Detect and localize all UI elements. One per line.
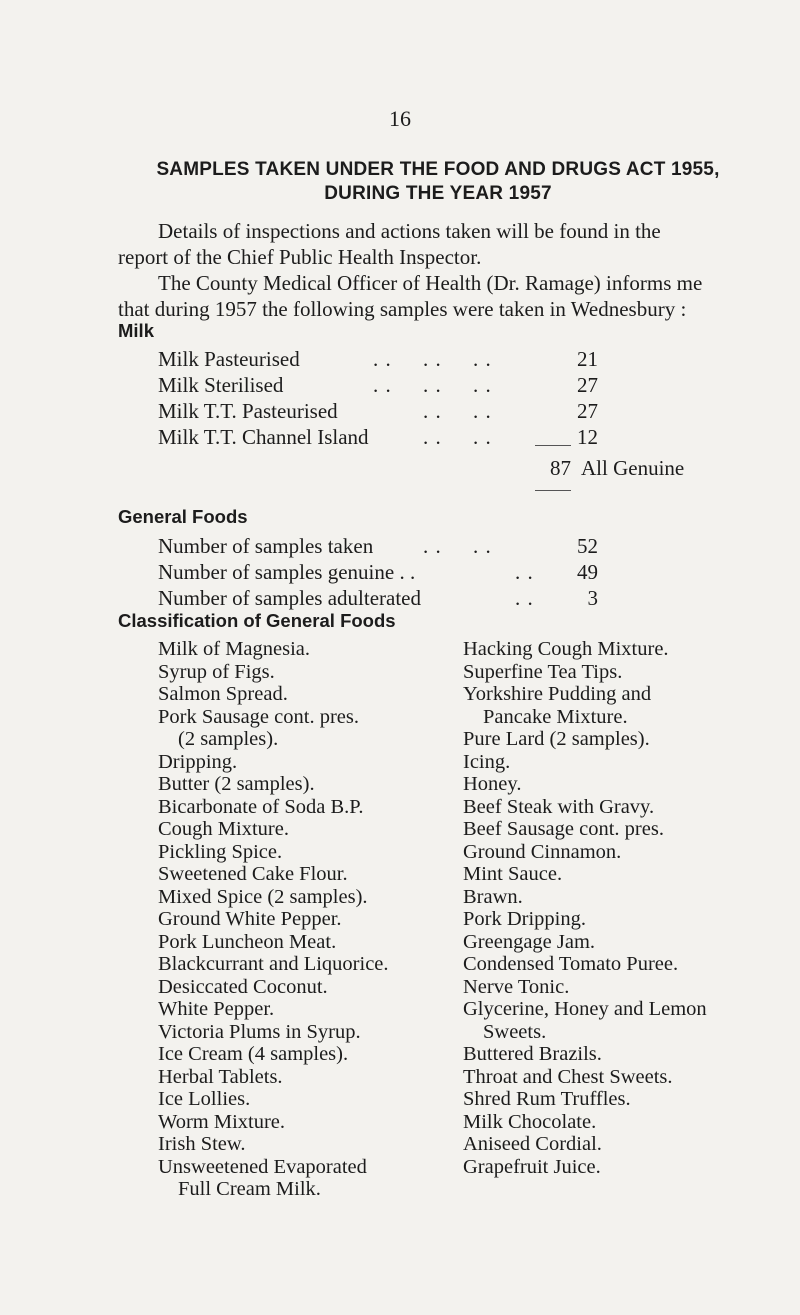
- milk-row: [158, 347, 658, 373]
- classification-left-column: [158, 638, 389, 1201]
- food-item: Superfine Tea Tips.: [463, 660, 623, 683]
- milk-total-note: All Genuine: [581, 456, 685, 480]
- food-item: Milk of Magnesia.: [158, 638, 311, 660]
- food-item: Nerve Tonic.: [463, 975, 570, 998]
- general-foods-row: [158, 560, 658, 586]
- food-item: Greengage Jam.: [463, 930, 596, 953]
- food-item: Butter (2 samples).: [158, 773, 315, 795]
- food-item: Glycerine, Honey and Lemon: [463, 998, 707, 1020]
- general-foods-label: Number of samples taken: [158, 534, 374, 558]
- milk-row-label: Milk T.T. Pasteurised: [158, 399, 338, 423]
- food-item: Victoria Plums in Syrup.: [158, 1020, 361, 1043]
- intro-paragraph-1-line-2: report of the Chief Public Health Inspector.: [118, 245, 482, 269]
- food-item: Worm Mixture.: [158, 1110, 286, 1133]
- leader-dots: . .: [515, 586, 534, 610]
- milk-total-count: 87: [550, 456, 571, 480]
- food-item: Pork Dripping.: [463, 908, 586, 930]
- food-item: Sweetened Cake Flour.: [158, 863, 348, 885]
- food-item: Pork Sausage cont. pres.: [158, 705, 359, 728]
- food-item: Aniseed Cordial.: [463, 1133, 602, 1155]
- total-rule-bottom: [535, 490, 571, 491]
- food-item: Buttered Brazils.: [463, 1043, 602, 1065]
- intro-paragraph-2-line-2: that during 1957 the following samples were taken in Wednesbury :: [118, 297, 687, 321]
- food-item: Dripping.: [158, 750, 238, 773]
- page-number: 16: [389, 106, 411, 131]
- food-item: Ice Lollies.: [158, 1088, 251, 1110]
- food-item: Irish Stew.: [158, 1133, 246, 1155]
- general-foods-row: [158, 586, 658, 612]
- leader-dots: . . . . . .: [373, 347, 492, 371]
- report-title-line-1: SAMPLES TAKEN UNDER THE FOOD AND DRUGS ACT 1955,: [156, 159, 720, 180]
- food-item: Beef Steak with Gravy.: [463, 795, 655, 818]
- food-item: Syrup of Figs.: [158, 660, 275, 683]
- food-item: Unsweetened Evaporated: [158, 1155, 367, 1178]
- food-item: Pork Luncheon Meat.: [158, 930, 337, 953]
- food-item: Shred Rum Truffles.: [463, 1088, 631, 1110]
- food-item: Cough Mixture.: [158, 818, 289, 840]
- food-item: Brawn.: [463, 885, 523, 908]
- leader-dots: . . . .: [423, 399, 492, 423]
- food-item: Mint Sauce.: [463, 863, 563, 885]
- food-item: White Pepper.: [158, 998, 275, 1020]
- food-item: Ice Cream (4 samples).: [158, 1043, 349, 1065]
- food-item: Bicarbonate of Soda B.P.: [158, 795, 364, 818]
- food-item: Milk Chocolate.: [463, 1110, 597, 1133]
- food-item: Desiccated Coconut.: [158, 975, 328, 998]
- food-item: Honey.: [463, 773, 522, 795]
- milk-row: [158, 399, 658, 425]
- milk-row-label: Milk Pasteurised: [158, 347, 300, 371]
- classification-title: Classification of General Foods: [118, 610, 396, 631]
- food-item: Icing.: [463, 750, 511, 773]
- leader-dots: . . . .: [423, 534, 492, 558]
- food-item: Full Cream Milk.: [178, 1178, 321, 1200]
- milk-row: [158, 425, 658, 451]
- intro-paragraph-2-line-1: The County Medical Officer of Health (Dr. Ramage) informs me: [158, 271, 703, 295]
- food-item: Salmon Spread.: [158, 683, 288, 705]
- food-item: Ground Cinnamon.: [463, 840, 622, 863]
- food-item: (2 samples).: [178, 728, 279, 750]
- general-foods-count: 3: [587, 586, 598, 610]
- classification-right-column: [463, 638, 707, 1178]
- milk-row-label: Milk T.T. Channel Island: [158, 425, 369, 449]
- food-item: Blackcurrant and Liquorice.: [158, 953, 389, 975]
- milk-row-label: Milk Sterilised: [158, 373, 284, 397]
- food-item: Herbal Tablets.: [158, 1065, 283, 1088]
- milk-row: [158, 373, 658, 399]
- report-title-line-2: DURING THE YEAR 1957: [324, 183, 552, 204]
- food-item: Sweets.: [483, 1020, 547, 1043]
- general-foods-count: 52: [577, 534, 598, 558]
- milk-row-count: 27: [577, 373, 598, 397]
- leader-dots: . .: [515, 560, 534, 584]
- general-foods-label: Number of samples genuine . .: [158, 560, 416, 584]
- food-item: Beef Sausage cont. pres.: [463, 818, 664, 840]
- milk-section-title: Milk: [118, 320, 154, 341]
- food-item: Ground White Pepper.: [158, 908, 342, 930]
- food-item: Yorkshire Pudding and: [463, 683, 652, 705]
- food-item: Mixed Spice (2 samples).: [158, 885, 368, 908]
- intro-paragraph-1-line-1: Details of inspections and actions taken will be found in the: [158, 219, 661, 243]
- milk-total: [535, 456, 684, 481]
- food-item: Throat and Chest Sweets.: [463, 1065, 673, 1088]
- total-rule-top: [535, 445, 571, 446]
- food-item: Hacking Cough Mixture.: [463, 638, 669, 660]
- food-item: Grapefruit Juice.: [463, 1155, 601, 1178]
- food-item: Pure Lard (2 samples).: [463, 728, 650, 750]
- general-foods-title: General Foods: [118, 506, 248, 527]
- food-item: Pickling Spice.: [158, 840, 283, 863]
- leader-dots: . . . . . .: [373, 373, 492, 397]
- milk-row-count: 27: [577, 399, 598, 423]
- general-foods-row: [158, 534, 658, 560]
- general-foods-label: Number of samples adulterated: [158, 586, 421, 610]
- general-foods-count: 49: [577, 560, 598, 584]
- leader-dots: . . . .: [423, 425, 492, 449]
- food-item: Pancake Mixture.: [483, 705, 628, 728]
- food-item: Condensed Tomato Puree.: [463, 953, 679, 975]
- milk-row-count: 12: [577, 425, 598, 449]
- milk-row-count: 21: [577, 347, 598, 371]
